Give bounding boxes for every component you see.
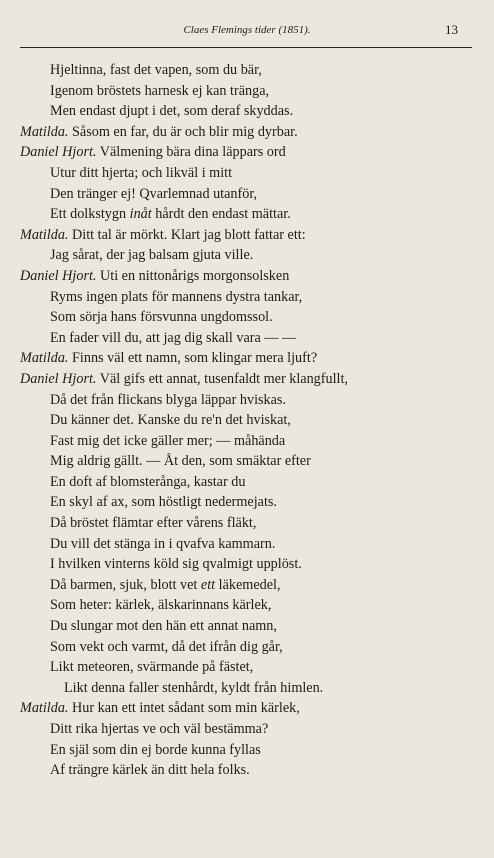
verse-line	[0, 575, 494, 596]
line-text: Som vekt och varmt, då det ifrån dig går,	[50, 638, 283, 655]
line-text: En doft af blomsterånga, kastar du	[50, 473, 246, 490]
verse-text	[0, 60, 494, 781]
verse-line	[0, 390, 494, 411]
speaker-line	[0, 142, 494, 163]
emphasis-text: inåt	[129, 206, 152, 223]
line-text: Du slungar mot den hän ett annat namn,	[50, 618, 277, 635]
line-text: Fast mig det icke gäller mer; — måhända	[50, 432, 286, 449]
line-text: Igenom bröstets harnesk ej kan tränga,	[50, 82, 270, 99]
verse-line	[0, 287, 494, 308]
verse-line	[0, 184, 494, 205]
line-text: hårdt den endast mättar.	[151, 206, 291, 223]
line-text: Då bröstet flämtar efter vårens fläkt,	[50, 515, 257, 532]
line-text: Men endast djupt i det, som deraf skyddas.	[50, 103, 294, 120]
speech-text: Väl gifs ett annat, tusenfaldt mer klangfullt,	[96, 370, 348, 387]
line-text: Du känner det. Kanske du re'n det hviskat,	[50, 412, 291, 429]
line-text: I hvilken vinterns köld sig qvalmigt upplöst.	[50, 556, 302, 573]
speaker-name: Matilda.	[20, 123, 69, 140]
line-text: Likt denna faller stenhårdt, kyldt från himlen.	[64, 679, 324, 696]
line-text: Ditt rika hjertas ve och väl bestämma?	[50, 721, 269, 737]
verse-line	[0, 637, 494, 658]
speech-text: Välmening bära dina läppars ord	[96, 144, 286, 161]
line-text: Ryms ingen plats för mannens dystra tankar,	[50, 288, 303, 305]
line-text: En skyl af ax, som höstligt nedermejats.	[50, 494, 277, 511]
speaker-name: Matilda.	[20, 350, 69, 367]
line-text: En fader vill du, att jag dig skall vara — —	[50, 329, 297, 346]
line-text: Utur ditt hjerta; och likväl i mitt	[50, 164, 233, 181]
emphasis-text: ett	[200, 576, 216, 593]
verse-line	[0, 163, 494, 184]
speech-text: Uti en nittonårigs morgonsolsken	[96, 267, 290, 284]
verse-line	[0, 719, 494, 740]
verse-line	[0, 595, 494, 616]
verse-line	[0, 451, 494, 472]
page-number: 13	[445, 22, 458, 37]
speaker-name: Daniel Hjort.	[20, 144, 97, 161]
verse-line	[0, 534, 494, 555]
verse-line	[0, 492, 494, 513]
verse-line	[0, 328, 494, 349]
line-text: Likt meteoren, svärmande på fästet,	[50, 659, 254, 676]
line-text: Ett dolkstygn	[50, 206, 130, 223]
verse-line	[0, 204, 494, 225]
line-text: Du vill det stänga in i qvafva kammarn.	[50, 535, 276, 552]
speaker-line	[0, 266, 494, 287]
speaker-name: Matilda.	[20, 226, 69, 243]
line-text: Mig aldrig gällt. — Åt den, som smäktar efter	[50, 453, 311, 470]
verse-line	[0, 431, 494, 452]
verse-line	[0, 678, 494, 699]
line-text: Som sörja hans försvunna ungdomssol.	[50, 309, 273, 326]
speech-text: Ditt tal är mörkt. Klart jag blott fattar ett:	[68, 226, 306, 243]
speaker-line	[0, 225, 494, 246]
line-text: Som heter: kärlek, älskarinnans kärlek,	[50, 597, 272, 614]
verse-line	[0, 410, 494, 431]
page-header	[0, 20, 494, 40]
speech-text: Finns väl ett namn, som klingar mera ljuft?	[68, 350, 318, 367]
speech-text: Såsom en far, du är och blir mig dyrbar.	[68, 123, 298, 140]
line-text: läkemedel,	[215, 576, 281, 593]
verse-line	[0, 554, 494, 575]
verse-line	[0, 60, 494, 81]
verse-line	[0, 740, 494, 761]
verse-line	[0, 513, 494, 534]
speaker-name: Daniel Hjort.	[20, 267, 97, 284]
line-text: Hjeltinna, fast det vapen, som du bär,	[50, 62, 262, 78]
speaker-line	[0, 369, 494, 390]
speaker-line	[0, 698, 494, 719]
line-text: Den tränger ej! Qvarlemnad utanför,	[50, 185, 258, 202]
verse-line	[0, 760, 494, 781]
speech-text: Hur kan ett intet sådant som min kärlek,	[68, 700, 300, 717]
verse-line	[0, 81, 494, 102]
verse-line	[0, 307, 494, 328]
line-text: Jag sårat, der jag balsam gjuta ville.	[50, 247, 254, 264]
verse-line	[0, 616, 494, 637]
speaker-name: Matilda.	[20, 700, 69, 717]
running-title: Claes Flemings tider (1851).	[183, 24, 311, 36]
header-rule	[20, 47, 472, 48]
line-text: Af trängre kärlek än ditt hela folks.	[50, 762, 250, 779]
verse-line	[0, 101, 494, 122]
speaker-name: Daniel Hjort.	[20, 370, 97, 387]
line-text: Då det från flickans blyga läppar hviskas.	[50, 391, 286, 408]
speaker-line	[0, 122, 494, 143]
line-text: Då barmen, sjuk, blott vet	[50, 576, 201, 593]
verse-line	[0, 245, 494, 266]
verse-line	[0, 657, 494, 678]
line-text: En själ som din ej borde kunna fyllas	[50, 741, 261, 758]
verse-line	[0, 472, 494, 493]
speaker-line	[0, 348, 494, 369]
